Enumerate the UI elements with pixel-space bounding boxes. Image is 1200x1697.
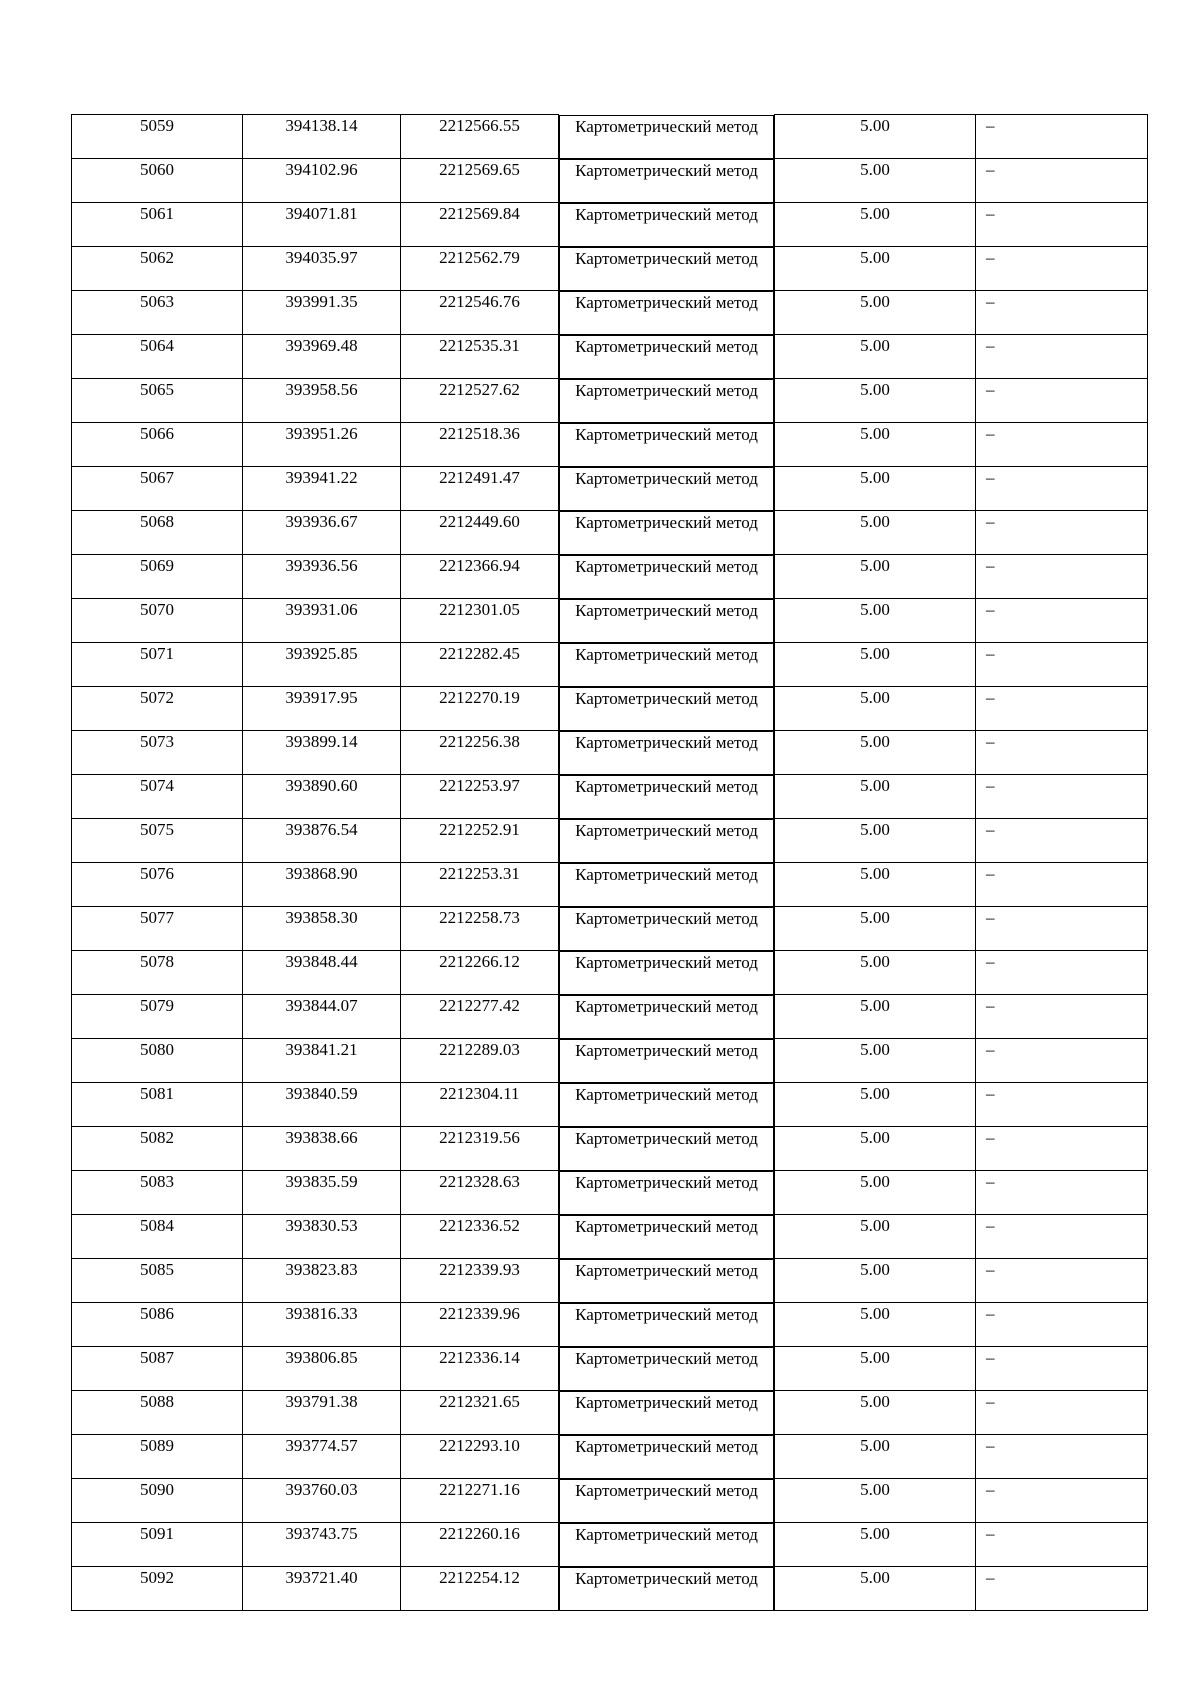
note-cell: – — [976, 335, 1148, 379]
table-row — [72, 995, 1148, 1039]
note-cell: – — [976, 1391, 1148, 1435]
point-number-cell: 5087 — [72, 1347, 243, 1391]
note-cell: – — [976, 1215, 1148, 1259]
accuracy-cell: 5.00 — [775, 467, 976, 511]
method-cell: Картометрический метод — [559, 1567, 774, 1611]
y-coordinate-cell: 2212339.96 — [401, 1303, 559, 1347]
note-cell: – — [976, 1435, 1148, 1479]
point-number-cell: 5089 — [72, 1435, 243, 1479]
y-coordinate-cell: 2212366.94 — [401, 555, 559, 599]
note-cell: – — [976, 1039, 1148, 1083]
y-coordinate-cell: 2212256.38 — [401, 731, 559, 775]
y-coordinate-cell: 2212271.16 — [401, 1479, 559, 1523]
note-cell: – — [976, 643, 1148, 687]
note-cell: – — [976, 1127, 1148, 1171]
x-coordinate-cell: 393941.22 — [243, 467, 401, 511]
note-cell: – — [976, 379, 1148, 423]
point-number-cell: 5080 — [72, 1039, 243, 1083]
method-cell: Картометрический метод — [559, 423, 774, 467]
accuracy-cell: 5.00 — [775, 1083, 976, 1127]
method-cell: Картометрический метод — [559, 291, 774, 335]
point-number-cell: 5064 — [72, 335, 243, 379]
accuracy-cell: 5.00 — [775, 1391, 976, 1435]
y-coordinate-cell: 2212260.16 — [401, 1523, 559, 1567]
accuracy-cell: 5.00 — [775, 555, 976, 599]
accuracy-cell: 5.00 — [775, 115, 976, 159]
point-number-cell: 5092 — [72, 1567, 243, 1611]
x-coordinate-cell: 393840.59 — [243, 1083, 401, 1127]
method-cell: Картометрический метод — [559, 335, 774, 379]
method-cell: Картометрический метод — [559, 467, 774, 511]
note-cell: – — [976, 1347, 1148, 1391]
accuracy-cell: 5.00 — [775, 247, 976, 291]
method-cell: Картометрический метод — [559, 1479, 774, 1523]
x-coordinate-cell: 393958.56 — [243, 379, 401, 423]
table-row — [72, 1215, 1148, 1259]
x-coordinate-cell: 393806.85 — [243, 1347, 401, 1391]
point-number-cell: 5090 — [72, 1479, 243, 1523]
accuracy-cell: 5.00 — [775, 775, 976, 819]
y-coordinate-cell: 2212282.45 — [401, 643, 559, 687]
note-cell: – — [976, 203, 1148, 247]
x-coordinate-cell: 393868.90 — [243, 863, 401, 907]
x-coordinate-cell: 394035.97 — [243, 247, 401, 291]
table-row — [72, 203, 1148, 247]
table-row — [72, 159, 1148, 203]
accuracy-cell: 5.00 — [775, 1039, 976, 1083]
y-coordinate-cell: 2212566.55 — [401, 115, 559, 159]
method-cell: Картометрический метод — [559, 379, 774, 423]
accuracy-cell: 5.00 — [775, 643, 976, 687]
method-cell: Картометрический метод — [559, 1171, 774, 1215]
method-cell: Картометрический метод — [559, 1523, 774, 1567]
method-cell: Картометрический метод — [559, 995, 774, 1039]
point-number-cell: 5068 — [72, 511, 243, 555]
table-row — [72, 1391, 1148, 1435]
method-cell: Картометрический метод — [559, 775, 774, 819]
x-coordinate-cell: 393931.06 — [243, 599, 401, 643]
table-row — [72, 1083, 1148, 1127]
point-number-cell: 5082 — [72, 1127, 243, 1171]
table-row — [72, 1567, 1148, 1611]
method-cell: Картометрический метод — [559, 819, 774, 863]
point-number-cell: 5067 — [72, 467, 243, 511]
table-row — [72, 291, 1148, 335]
x-coordinate-cell: 393823.83 — [243, 1259, 401, 1303]
accuracy-cell: 5.00 — [775, 599, 976, 643]
note-cell: – — [976, 951, 1148, 995]
y-coordinate-cell: 2212304.11 — [401, 1083, 559, 1127]
table-row — [72, 1039, 1148, 1083]
x-coordinate-cell: 393844.07 — [243, 995, 401, 1039]
note-cell: – — [976, 1523, 1148, 1567]
table-row — [72, 599, 1148, 643]
x-coordinate-cell: 393899.14 — [243, 731, 401, 775]
table-row — [72, 951, 1148, 995]
x-coordinate-cell: 393841.21 — [243, 1039, 401, 1083]
table-row — [72, 1259, 1148, 1303]
method-cell: Картометрический метод — [559, 203, 774, 247]
note-cell: – — [976, 511, 1148, 555]
note-cell: – — [976, 819, 1148, 863]
point-number-cell: 5076 — [72, 863, 243, 907]
table-row — [72, 1347, 1148, 1391]
y-coordinate-cell: 2212546.76 — [401, 291, 559, 335]
accuracy-cell: 5.00 — [775, 1303, 976, 1347]
accuracy-cell: 5.00 — [775, 511, 976, 555]
y-coordinate-cell: 2212328.63 — [401, 1171, 559, 1215]
point-number-cell: 5084 — [72, 1215, 243, 1259]
table-row — [72, 247, 1148, 291]
table-row — [72, 643, 1148, 687]
y-coordinate-cell: 2212518.36 — [401, 423, 559, 467]
accuracy-cell: 5.00 — [775, 687, 976, 731]
y-coordinate-cell: 2212253.31 — [401, 863, 559, 907]
accuracy-cell: 5.00 — [775, 1523, 976, 1567]
table-row — [72, 335, 1148, 379]
accuracy-cell: 5.00 — [775, 423, 976, 467]
y-coordinate-cell: 2212569.65 — [401, 159, 559, 203]
method-cell: Картометрический метод — [559, 1127, 774, 1171]
accuracy-cell: 5.00 — [775, 1215, 976, 1259]
method-cell: Картометрический метод — [559, 907, 774, 951]
table-row — [72, 511, 1148, 555]
point-number-cell: 5059 — [72, 115, 243, 159]
x-coordinate-cell: 393936.67 — [243, 511, 401, 555]
y-coordinate-cell: 2212270.19 — [401, 687, 559, 731]
x-coordinate-cell: 393858.30 — [243, 907, 401, 951]
method-cell: Картометрический метод — [559, 731, 774, 775]
accuracy-cell: 5.00 — [775, 1171, 976, 1215]
x-coordinate-cell: 393969.48 — [243, 335, 401, 379]
accuracy-cell: 5.00 — [775, 1479, 976, 1523]
x-coordinate-cell: 393721.40 — [243, 1567, 401, 1611]
accuracy-cell: 5.00 — [775, 995, 976, 1039]
note-cell: – — [976, 247, 1148, 291]
x-coordinate-cell: 393876.54 — [243, 819, 401, 863]
y-coordinate-cell: 2212253.97 — [401, 775, 559, 819]
point-number-cell: 5081 — [72, 1083, 243, 1127]
table-row — [72, 687, 1148, 731]
table-row — [72, 1479, 1148, 1523]
method-cell: Картометрический метод — [559, 687, 774, 731]
accuracy-cell: 5.00 — [775, 335, 976, 379]
method-cell: Картометрический метод — [559, 1039, 774, 1083]
table-row — [72, 379, 1148, 423]
accuracy-cell: 5.00 — [775, 291, 976, 335]
y-coordinate-cell: 2212266.12 — [401, 951, 559, 995]
method-cell: Картометрический метод — [559, 1391, 774, 1435]
accuracy-cell: 5.00 — [775, 863, 976, 907]
point-number-cell: 5061 — [72, 203, 243, 247]
point-number-cell: 5083 — [72, 1171, 243, 1215]
method-cell: Картометрический метод — [559, 115, 774, 159]
note-cell: – — [976, 995, 1148, 1039]
y-coordinate-cell: 2212254.12 — [401, 1567, 559, 1611]
accuracy-cell: 5.00 — [775, 731, 976, 775]
point-number-cell: 5073 — [72, 731, 243, 775]
note-cell: – — [976, 555, 1148, 599]
x-coordinate-cell: 393816.33 — [243, 1303, 401, 1347]
note-cell: – — [976, 863, 1148, 907]
note-cell: – — [976, 115, 1148, 159]
note-cell: – — [976, 1083, 1148, 1127]
x-coordinate-cell: 393991.35 — [243, 291, 401, 335]
method-cell: Картометрический метод — [559, 863, 774, 907]
method-cell: Картометрический метод — [559, 643, 774, 687]
point-number-cell: 5079 — [72, 995, 243, 1039]
accuracy-cell: 5.00 — [775, 1435, 976, 1479]
x-coordinate-cell: 394102.96 — [243, 159, 401, 203]
y-coordinate-cell: 2212289.03 — [401, 1039, 559, 1083]
y-coordinate-cell: 2212535.31 — [401, 335, 559, 379]
note-cell: – — [976, 731, 1148, 775]
table-row — [72, 907, 1148, 951]
y-coordinate-cell: 2212293.10 — [401, 1435, 559, 1479]
y-coordinate-cell: 2212277.42 — [401, 995, 559, 1039]
point-number-cell: 5091 — [72, 1523, 243, 1567]
y-coordinate-cell: 2212301.05 — [401, 599, 559, 643]
note-cell: – — [976, 1171, 1148, 1215]
table-row — [72, 1523, 1148, 1567]
x-coordinate-cell: 393925.85 — [243, 643, 401, 687]
accuracy-cell: 5.00 — [775, 819, 976, 863]
table-row — [72, 1127, 1148, 1171]
table-row — [72, 467, 1148, 511]
point-number-cell: 5071 — [72, 643, 243, 687]
x-coordinate-cell: 393951.26 — [243, 423, 401, 467]
note-cell: – — [976, 423, 1148, 467]
note-cell: – — [976, 467, 1148, 511]
method-cell: Картометрический метод — [559, 247, 774, 291]
table-row — [72, 731, 1148, 775]
y-coordinate-cell: 2212569.84 — [401, 203, 559, 247]
note-cell: – — [976, 1259, 1148, 1303]
point-number-cell: 5060 — [72, 159, 243, 203]
accuracy-cell: 5.00 — [775, 159, 976, 203]
note-cell: – — [976, 1303, 1148, 1347]
table-row — [72, 863, 1148, 907]
point-number-cell: 5085 — [72, 1259, 243, 1303]
x-coordinate-cell: 393743.75 — [243, 1523, 401, 1567]
x-coordinate-cell: 394138.14 — [243, 115, 401, 159]
table-row — [72, 1435, 1148, 1479]
point-number-cell: 5069 — [72, 555, 243, 599]
method-cell: Картометрический метод — [559, 1347, 774, 1391]
method-cell: Картометрический метод — [559, 1303, 774, 1347]
x-coordinate-cell: 393917.95 — [243, 687, 401, 731]
y-coordinate-cell: 2212339.93 — [401, 1259, 559, 1303]
x-coordinate-cell: 393890.60 — [243, 775, 401, 819]
method-cell: Картометрический метод — [559, 1083, 774, 1127]
method-cell: Картометрический метод — [559, 555, 774, 599]
accuracy-cell: 5.00 — [775, 1127, 976, 1171]
note-cell: – — [976, 1567, 1148, 1611]
point-number-cell: 5078 — [72, 951, 243, 995]
accuracy-cell: 5.00 — [775, 951, 976, 995]
point-number-cell: 5066 — [72, 423, 243, 467]
y-coordinate-cell: 2212527.62 — [401, 379, 559, 423]
note-cell: – — [976, 775, 1148, 819]
method-cell: Картометрический метод — [559, 511, 774, 555]
table-row — [72, 115, 1148, 159]
method-cell: Картометрический метод — [559, 1215, 774, 1259]
note-cell: – — [976, 159, 1148, 203]
y-coordinate-cell: 2212336.52 — [401, 1215, 559, 1259]
x-coordinate-cell: 393936.56 — [243, 555, 401, 599]
x-coordinate-cell: 393830.53 — [243, 1215, 401, 1259]
note-cell: – — [976, 687, 1148, 731]
table-row — [72, 775, 1148, 819]
note-cell: – — [976, 291, 1148, 335]
table-row — [72, 1171, 1148, 1215]
x-coordinate-cell: 393791.38 — [243, 1391, 401, 1435]
point-number-cell: 5086 — [72, 1303, 243, 1347]
y-coordinate-cell: 2212321.65 — [401, 1391, 559, 1435]
method-cell: Картометрический метод — [559, 1259, 774, 1303]
note-cell: – — [976, 1479, 1148, 1523]
accuracy-cell: 5.00 — [775, 1567, 976, 1611]
point-number-cell: 5070 — [72, 599, 243, 643]
method-cell: Картометрический метод — [559, 951, 774, 995]
table-row — [72, 555, 1148, 599]
accuracy-cell: 5.00 — [775, 907, 976, 951]
method-cell: Картометрический метод — [559, 1435, 774, 1479]
accuracy-cell: 5.00 — [775, 1259, 976, 1303]
x-coordinate-cell: 393774.57 — [243, 1435, 401, 1479]
table-row — [72, 1303, 1148, 1347]
y-coordinate-cell: 2212336.14 — [401, 1347, 559, 1391]
point-number-cell: 5075 — [72, 819, 243, 863]
point-number-cell: 5063 — [72, 291, 243, 335]
x-coordinate-cell: 394071.81 — [243, 203, 401, 247]
coordinates-table — [71, 114, 1148, 1611]
table-row — [72, 423, 1148, 467]
method-cell: Картометрический метод — [559, 599, 774, 643]
accuracy-cell: 5.00 — [775, 379, 976, 423]
accuracy-cell: 5.00 — [775, 203, 976, 247]
y-coordinate-cell: 2212252.91 — [401, 819, 559, 863]
y-coordinate-cell: 2212562.79 — [401, 247, 559, 291]
x-coordinate-cell: 393848.44 — [243, 951, 401, 995]
point-number-cell: 5065 — [72, 379, 243, 423]
method-cell: Картометрический метод — [559, 159, 774, 203]
x-coordinate-cell: 393838.66 — [243, 1127, 401, 1171]
table-row — [72, 819, 1148, 863]
accuracy-cell: 5.00 — [775, 1347, 976, 1391]
point-number-cell: 5062 — [72, 247, 243, 291]
y-coordinate-cell: 2212319.56 — [401, 1127, 559, 1171]
x-coordinate-cell: 393760.03 — [243, 1479, 401, 1523]
note-cell: – — [976, 599, 1148, 643]
point-number-cell: 5074 — [72, 775, 243, 819]
point-number-cell: 5088 — [72, 1391, 243, 1435]
x-coordinate-cell: 393835.59 — [243, 1171, 401, 1215]
y-coordinate-cell: 2212449.60 — [401, 511, 559, 555]
point-number-cell: 5077 — [72, 907, 243, 951]
y-coordinate-cell: 2212491.47 — [401, 467, 559, 511]
y-coordinate-cell: 2212258.73 — [401, 907, 559, 951]
note-cell: – — [976, 907, 1148, 951]
point-number-cell: 5072 — [72, 687, 243, 731]
